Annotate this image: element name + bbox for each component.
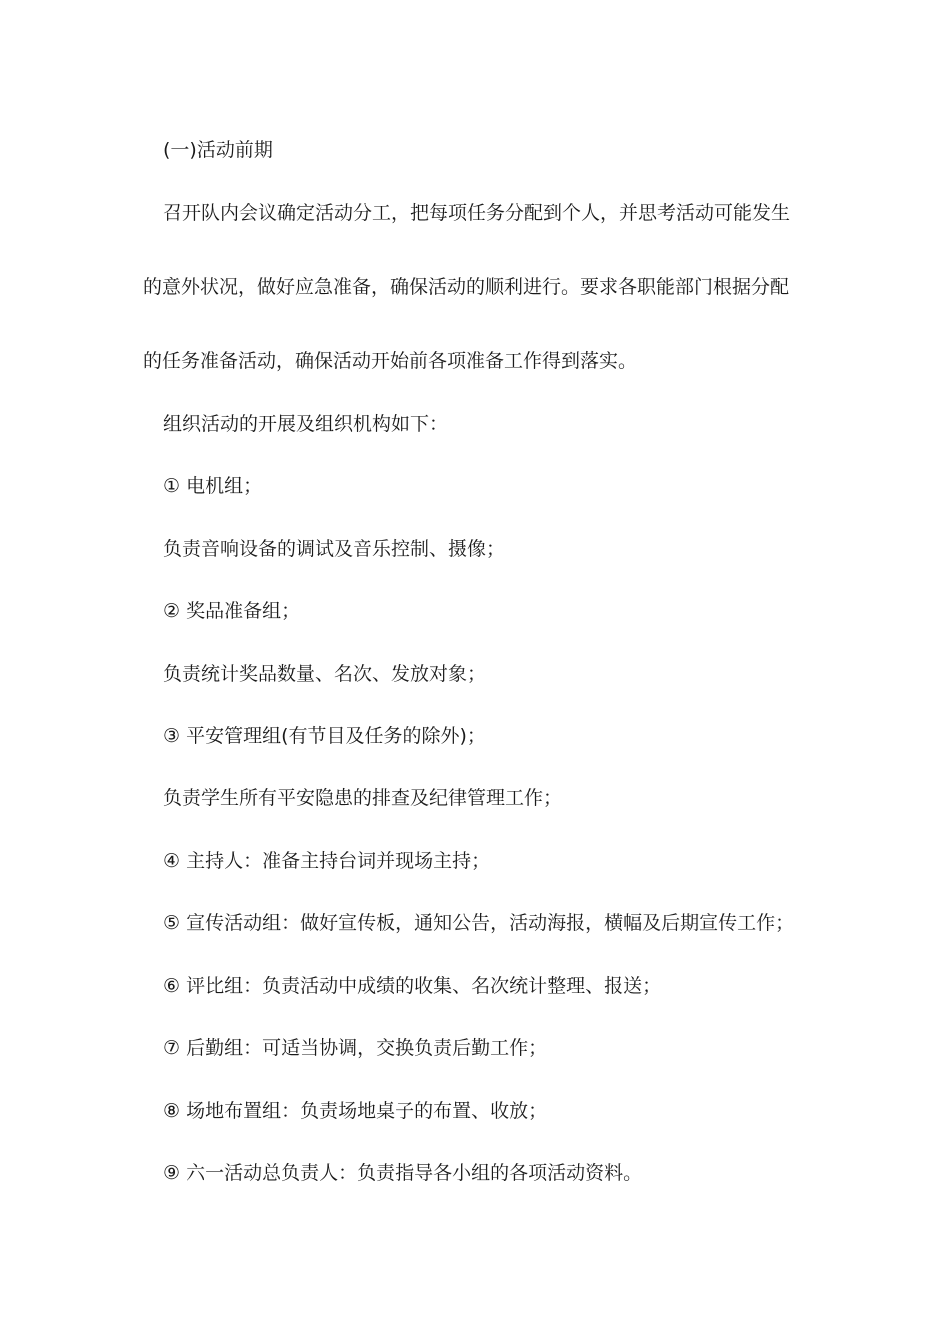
paragraph-line: 的任务准备活动，确保活动开始前各项准备工作得到落实。 (143, 350, 638, 372)
paragraph-line: 的意外状况，做好应急准备，确保活动的顺利进行。要求各职能部门根据分配 (143, 276, 790, 298)
paragraph-line: 召开队内会议确定活动分工，把每项任务分配到个人，并思考活动可能发生 (163, 202, 791, 224)
list-item: ⑦ 后勤组：可适当协调，交换负责后勤工作； (163, 1037, 548, 1059)
list-item: ③ 平安管理组(有节目及任务的除外)； (163, 725, 486, 747)
list-item: 负责音响设备的调试及音乐控制、摄像； (163, 538, 506, 560)
list-item: ⑤ 宣传活动组：做好宣传板，通知公告，活动海报，横幅及后期宣传工作； (163, 912, 795, 934)
list-item: 负责统计奖品数量、名次、发放对象； (163, 663, 487, 685)
list-item: ② 奖品准备组； (163, 600, 301, 622)
list-item: ① 电机组； (163, 475, 263, 497)
list-item: ⑧ 场地布置组：负责场地桌子的布置、收放； (163, 1100, 548, 1122)
list-item: 负责学生所有平安隐患的排查及纪律管理工作； (163, 787, 563, 809)
list-item: ④ 主持人：准备主持台词并现场主持； (163, 850, 491, 872)
section-heading: (一)活动前期 (163, 139, 273, 161)
list-item: ⑥ 评比组：负责活动中成绩的收集、名次统计整理、报送； (163, 975, 662, 997)
intro-line: 组织活动的开展及组织机构如下： (163, 413, 449, 435)
list-item: ⑨ 六一活动总负责人：负责指导各小组的各项活动资料。 (163, 1162, 643, 1184)
